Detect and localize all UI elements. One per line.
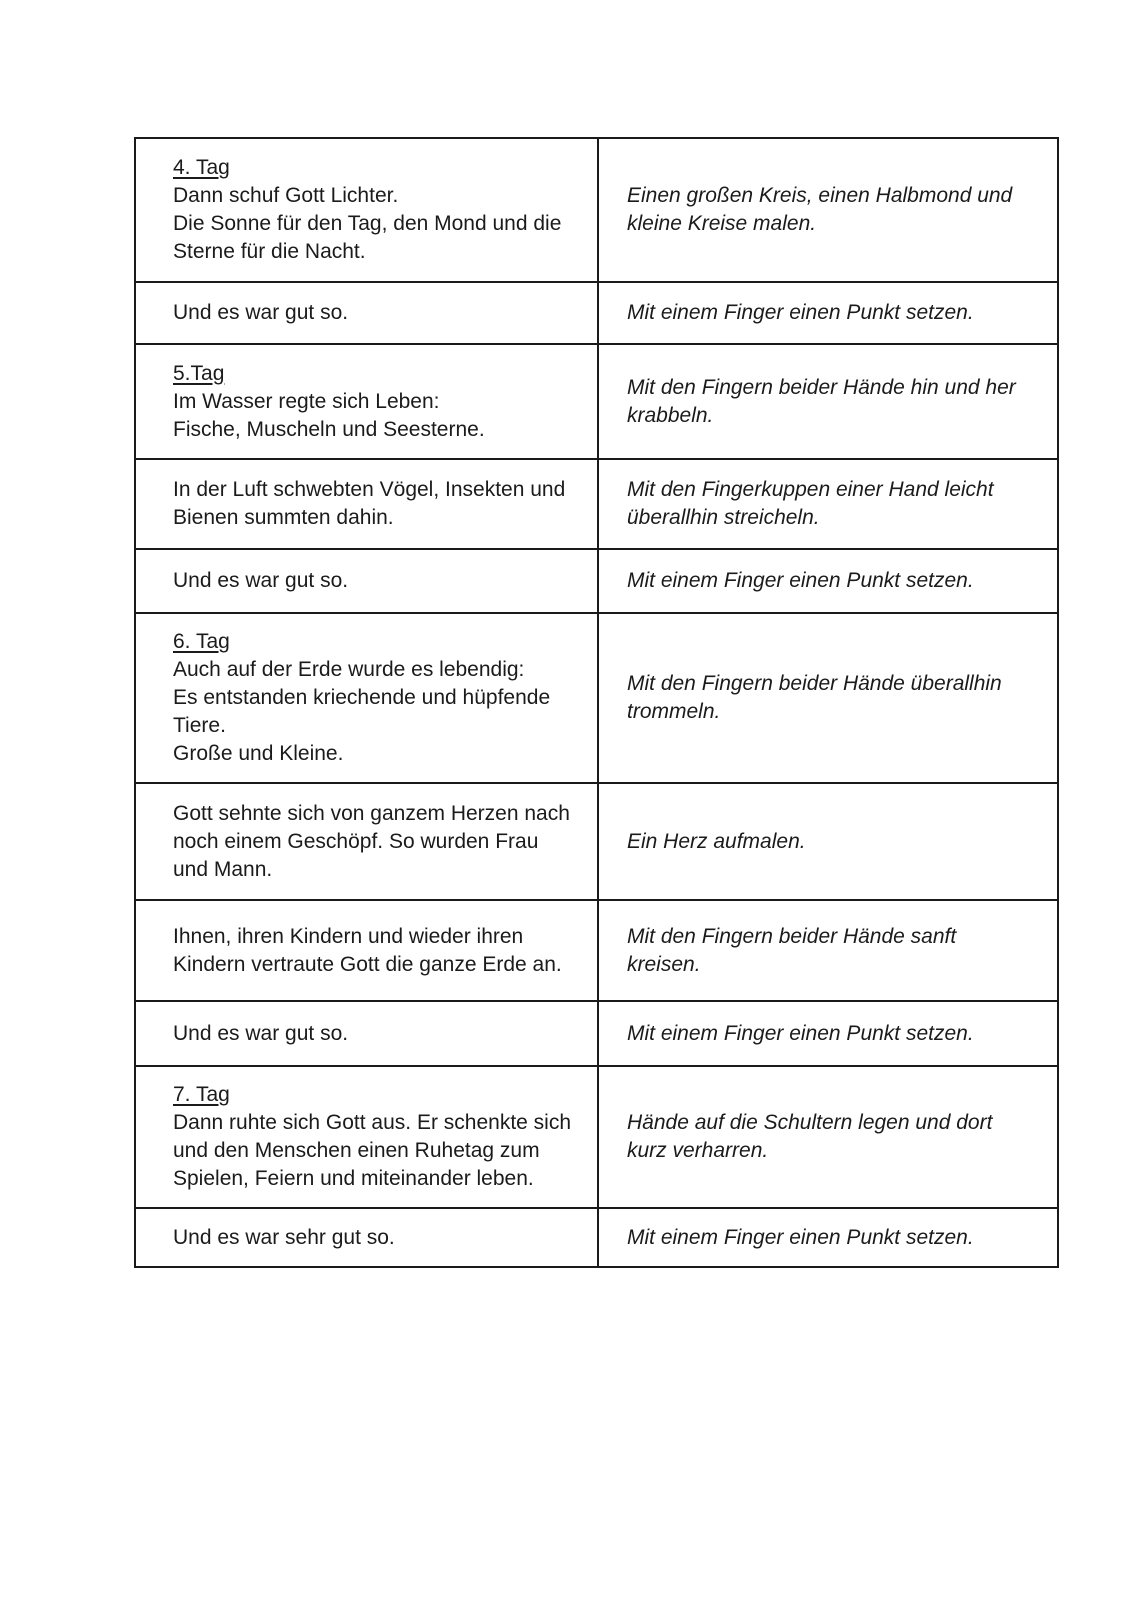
table-row (135, 344, 1058, 459)
day-text-cell (135, 549, 598, 613)
gesture-cell (598, 1066, 1058, 1208)
gesture-instruction: Einen großen Kreis, einen Halbmond und kleine Kreise malen. (627, 184, 1013, 235)
gesture-instruction: Mit einem Finger einen Punkt setzen. (627, 1021, 974, 1045)
table-row (135, 1208, 1058, 1267)
table-row (135, 1066, 1058, 1208)
gesture-instruction: Mit den Fingern beider Hände überallhin trommeln. (627, 672, 1002, 723)
table-row (135, 282, 1058, 344)
day-paragraph: Im Wasser regte sich Leben: (173, 389, 440, 413)
day-paragraph: Dann ruhte sich Gott aus. Er schenkte sich und den Menschen einen Ruhetag zum Spielen, Feiern und miteinander leben. (173, 1111, 572, 1190)
gesture-instruction: Mit einem Finger einen Punkt setzen. (627, 301, 974, 324)
table-row (135, 613, 1058, 783)
gesture-cell (598, 344, 1058, 459)
gesture-cell (598, 613, 1058, 783)
gesture-instruction: Mit den Fingern beider Hände sanft kreisen. (627, 924, 957, 976)
day-paragraph: Es entstanden kriechende und hüpfende Tiere. (173, 686, 551, 737)
gesture-instruction: Mit einem Finger einen Punkt setzen. (627, 1225, 974, 1249)
day-text-cell (135, 1208, 598, 1267)
day-text-cell (135, 138, 598, 282)
gesture-cell (598, 282, 1058, 344)
creation-table-body (135, 138, 1058, 1267)
table-row (135, 783, 1058, 900)
day-paragraph: Und es war gut so. (173, 301, 349, 324)
day-heading: 4. Tag (173, 156, 230, 179)
day-paragraph: In der Luft schwebten Vögel, Insekten und Bienen summten dahin. (173, 478, 566, 529)
gesture-instruction: Ein Herz aufmalen. (627, 829, 806, 853)
table-row (135, 1001, 1058, 1066)
gesture-cell (598, 138, 1058, 282)
day-paragraph: Ihnen, ihren Kindern und wieder ihren Kindern vertraute Gott die ganze Erde an. (173, 924, 562, 976)
day-heading: 5.Tag (173, 361, 225, 385)
table-row (135, 549, 1058, 613)
day-paragraph: Und es war gut so. (173, 569, 349, 592)
gesture-cell (598, 1001, 1058, 1066)
day-text-cell (135, 282, 598, 344)
day-text-cell (135, 1001, 598, 1066)
gesture-instruction: Mit den Fingern beider Hände hin und her krabbeln. (627, 375, 1016, 427)
day-paragraph: Gott sehnte sich von ganzem Herzen nach noch einem Geschöpf. So wurden Frau und Mann. (173, 801, 570, 881)
day-text-cell (135, 1066, 598, 1208)
table-row (135, 459, 1058, 549)
day-paragraph: Und es war gut so. (173, 1021, 349, 1045)
gesture-cell (598, 459, 1058, 549)
creation-days-table (134, 137, 1059, 1268)
gesture-cell (598, 549, 1058, 613)
day-text-cell (135, 613, 598, 783)
gesture-cell (598, 900, 1058, 1001)
table-row (135, 138, 1058, 282)
day-paragraph: Auch auf der Erde wurde es lebendig: (173, 658, 525, 681)
day-paragraph: Große und Kleine. (173, 742, 344, 765)
gesture-cell (598, 1208, 1058, 1267)
day-paragraph: Dann schuf Gott Lichter. (173, 184, 399, 207)
day-text-cell (135, 459, 598, 549)
table-row (135, 900, 1058, 1001)
day-paragraph: Die Sonne für den Tag, den Mond und die Sterne für die Nacht. (173, 212, 562, 263)
day-heading: 7. Tag (173, 1083, 230, 1106)
day-paragraph: Fische, Muscheln und Seesterne. (173, 417, 485, 441)
day-text-cell (135, 783, 598, 900)
day-heading: 6. Tag (173, 630, 230, 653)
day-text-cell (135, 344, 598, 459)
gesture-instruction: Hände auf die Schultern legen und dort kurz verharren. (627, 1111, 993, 1162)
gesture-cell (598, 783, 1058, 900)
gesture-instruction: Mit einem Finger einen Punkt setzen. (627, 569, 974, 592)
day-paragraph: Und es war sehr gut so. (173, 1225, 395, 1249)
day-text-cell (135, 900, 598, 1001)
gesture-instruction: Mit den Fingerkuppen einer Hand leicht überallhin streicheln. (627, 478, 994, 529)
